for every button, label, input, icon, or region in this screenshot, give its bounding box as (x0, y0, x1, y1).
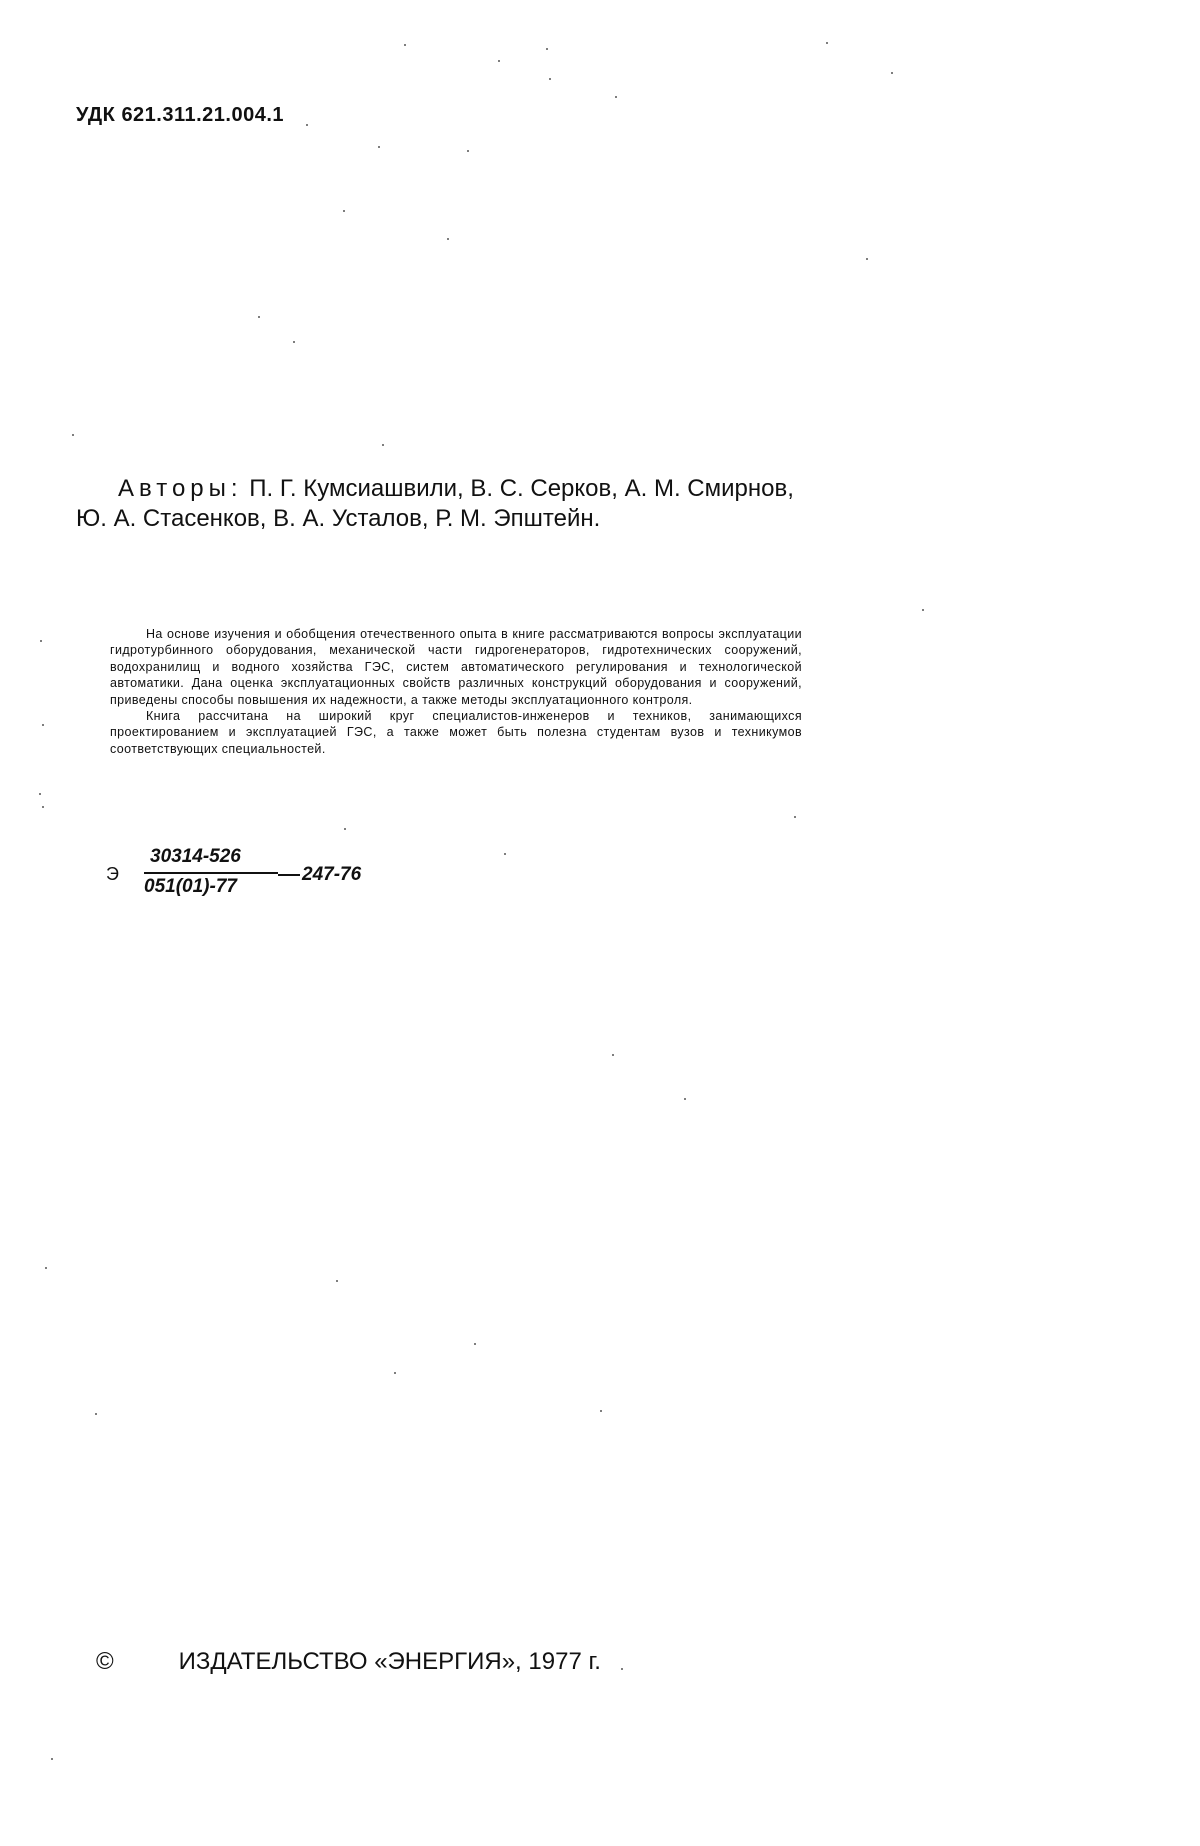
scan-speck (258, 316, 260, 318)
authors-block (76, 474, 856, 534)
scan-speck (42, 724, 44, 726)
scan-speck (95, 1413, 97, 1415)
catalog-code-letter: Э (106, 864, 119, 884)
scan-speck (343, 210, 345, 212)
publisher-text: ИЗДАТЕЛЬСТВО «ЭНЕРГИЯ», 1977 г. (178, 1648, 601, 1675)
scan-speck (684, 1098, 686, 1100)
scan-speck (504, 853, 506, 855)
scan-speck (394, 1372, 396, 1374)
authors-line-1 (76, 474, 856, 504)
scan-speck (45, 1267, 47, 1269)
scan-speck (612, 1054, 614, 1056)
catalog-code-suffix: 247-76 (302, 864, 362, 885)
scan-speck (336, 1280, 338, 1282)
scan-speck (344, 828, 346, 830)
scan-speck (404, 44, 406, 46)
scan-speck (42, 806, 44, 808)
scan-speck (866, 258, 868, 260)
catalog-code-numerator: 30314-526 (150, 846, 241, 867)
scan-speck (600, 1410, 602, 1412)
scan-speck (72, 434, 74, 436)
catalog-code-dash (278, 874, 300, 876)
abstract-paragraph-1: На основе изучения и обобщения отечественного опыта в книге рассматриваются вопросы эксплуатации гидротурбинного оборудования, механической части гидрогенераторов, гидротехнических сооружений, водохранилищ и водного хозяйства ГЭС, систем автоматического регулирования и технологической автоматики. Дана оценка эксплуатационных свойств различных конструкций оборудования и сооружений, приведены способы повышения их надежности, а также методы эксплуатационного контроля. (110, 627, 802, 707)
abstract-paragraph-2: Книга рассчитана на широкий круг специалистов-инженеров и техников, занимающихся проектированием и эксплуатацией ГЭС, а также может быть полезна студентам вузов и техникумов соответствующих специальностей. (110, 709, 802, 756)
scan-speck (378, 146, 380, 148)
scan-speck (40, 640, 42, 642)
authors-label: Авторы: (118, 475, 243, 502)
scan-speck (549, 78, 551, 80)
catalog-code-suffix-wrap (278, 864, 361, 886)
scan-speck (382, 444, 384, 446)
abstract (110, 626, 802, 757)
scan-speck (498, 60, 500, 62)
scan-speck (615, 96, 617, 98)
catalog-code-denominator: 051(01)-77 (144, 876, 237, 897)
udk-code: УДК 621.311.21.004.1 (76, 104, 285, 126)
scan-speck (51, 1758, 53, 1760)
scan-speck (39, 793, 41, 795)
scan-speck (546, 48, 548, 50)
scan-speck (293, 341, 295, 343)
copyright-line (96, 1648, 601, 1676)
scan-speck (922, 609, 924, 611)
copyright-icon: © (96, 1648, 114, 1675)
scan-speck (474, 1343, 476, 1345)
scan-speck (306, 124, 308, 126)
scan-speck (447, 238, 449, 240)
scan-speck (891, 72, 893, 74)
catalog-code (106, 846, 426, 906)
catalog-code-fraction (144, 846, 278, 898)
scan-speck (621, 1668, 623, 1670)
authors-line-2: Ю. А. Стасенков, В. А. Усталов, Р. М. Эпштейн. (76, 505, 601, 532)
scan-speck (794, 816, 796, 818)
authors-names-1: П. Г. Кумсиашвили, В. С. Серков, А. М. Смирнов, (249, 475, 794, 502)
scan-speck (826, 42, 828, 44)
scan-speck (467, 150, 469, 152)
